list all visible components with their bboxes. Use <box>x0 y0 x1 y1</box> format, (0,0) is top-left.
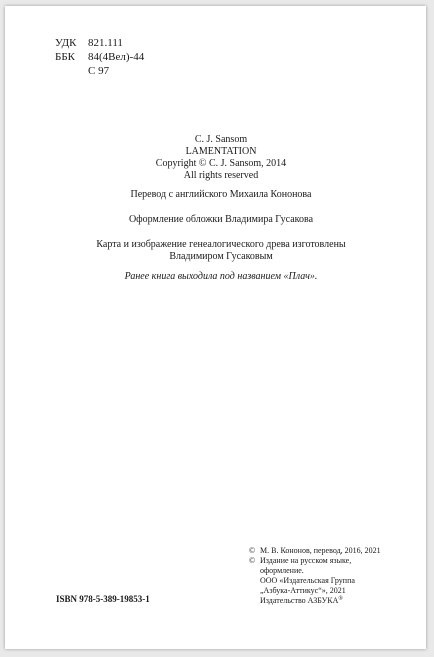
original-copyright: Copyright © C. J. Sansom, 2014 <box>155 158 287 169</box>
udk-row <box>55 36 144 50</box>
edition-copyright <box>249 556 381 566</box>
map-credit <box>5 239 434 263</box>
edition-copyright-line-3: ООО «Издательская Группа <box>260 576 355 585</box>
translation-credit-text: Перевод с английского Михаила Кононова <box>130 189 312 200</box>
edition-copyright-line-1: Издание на русском языке, <box>260 556 352 565</box>
previous-title-note <box>5 271 434 283</box>
author-mark <box>55 64 144 78</box>
cover-credit <box>5 214 434 226</box>
bbk-row <box>55 50 144 64</box>
translation-copyright <box>249 546 381 556</box>
udk-label: УДК <box>55 37 77 49</box>
bbk-value: 84(4Вел)-44 <box>88 51 145 63</box>
publisher-line <box>249 596 381 606</box>
edition-copyright-line-4: „Азбука-Аттикус“», 2021 <box>260 586 346 595</box>
isbn: ISBN 978-5-389-19853-1 <box>56 594 150 604</box>
bbk-label: ББК <box>55 51 75 63</box>
copyright-symbol: © <box>249 556 256 565</box>
registered-trademark-mark: ® <box>338 596 343 602</box>
original-edition-info <box>5 134 434 182</box>
publisher-name: Издательство АЗБУКА <box>260 596 339 605</box>
edition-copyright-line-2: оформление. <box>260 566 304 575</box>
cover-credit-text: Оформление обложки Владимира Гусакова <box>128 214 314 225</box>
copyright-notices <box>249 546 381 606</box>
original-rights: All rights reserved <box>183 170 259 181</box>
map-credit-line-1: Карта и изображение генеалогического древа изготовлены <box>96 239 346 250</box>
classification-codes <box>55 36 144 78</box>
translation-credit <box>5 189 434 201</box>
book-page <box>5 6 426 649</box>
previous-title-note-text: Ранее книга выходила под названием «Плач». <box>124 271 318 282</box>
udk-value: 821.111 <box>88 37 123 49</box>
copyright-symbol: © <box>249 546 256 555</box>
translation-copyright-text: М. В. Кононов, перевод, 2016, 2021 <box>260 546 381 555</box>
map-credit-line-2: Владимиром Гусаковым <box>169 251 273 262</box>
author-mark-value: С 97 <box>88 65 110 77</box>
original-title: LAMENTATION <box>185 146 257 157</box>
original-author: C. J. Sansom <box>194 134 248 145</box>
